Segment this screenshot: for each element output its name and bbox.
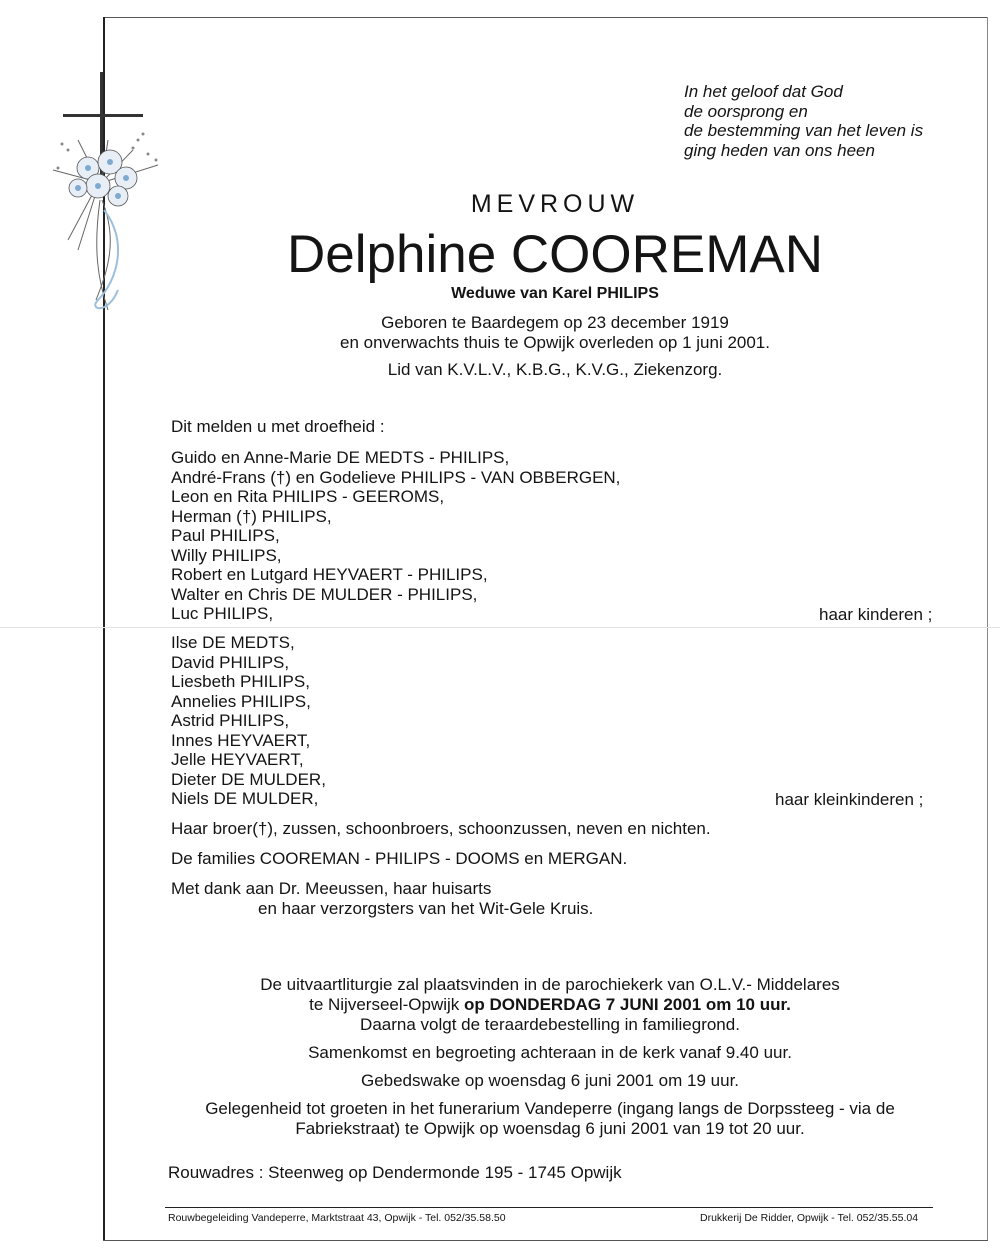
thanks-line-2: en haar verzorgsters van het Wit-Gele Kruis. xyxy=(258,899,594,918)
poem xyxy=(684,82,923,160)
list-item: Paul PHILIPS, xyxy=(171,526,280,545)
liturgy-place: te Nijverseel-Opwijk xyxy=(309,995,465,1014)
visiting-line-2: Fabriekstraat) te Opwijk op woensdag 6 juni 2001 van 19 tot 20 uur. xyxy=(295,1119,805,1138)
grandchildren-list xyxy=(171,633,326,809)
grandchildren-label: haar kleinkinderen ; xyxy=(775,790,924,809)
title-mevrouw: MEVROUW xyxy=(470,190,640,218)
children-list xyxy=(171,448,620,624)
death-line: en onverwachts thuis te Opwijk overleden op 1 juni 2001. xyxy=(340,333,770,352)
wake-line: Gebedswake op woensdag 6 juni 2001 om 19 uur. xyxy=(360,1071,740,1090)
list-item: Dieter DE MULDER, xyxy=(171,769,326,789)
footer-divider xyxy=(165,1207,933,1208)
list-item: Willy PHILIPS, xyxy=(171,545,282,565)
gathering-line: Samenkomst en begroeting achteraan in de kerk vanaf 9.40 uur. xyxy=(308,1043,792,1062)
deceased-name: Delphine COOREMAN xyxy=(286,225,824,284)
footer-printer: Drukkerij De Ridder, Opwijk - Tel. 052/35.55.04 xyxy=(700,1212,919,1224)
list-item: Robert en Lutgard HEYVAERT - PHILIPS, xyxy=(171,565,488,584)
visiting-info xyxy=(0,1099,1000,1139)
birth-death-info xyxy=(0,313,1000,353)
list-item: Guido en Anne-Marie DE MEDTS - PHILIPS, xyxy=(171,448,510,467)
poem-line: ging heden van ons heen xyxy=(684,140,875,160)
families-line: De families COOREMAN - PHILIPS - DOOMS en MERGAN. xyxy=(171,849,628,868)
intro-text: Dit melden u met droefheid : xyxy=(171,417,385,436)
poem-line: In het geloof dat God xyxy=(684,82,843,101)
poem-line: de oorsprong en xyxy=(684,101,808,121)
list-item: Leon en Rita PHILIPS - GEEROMS, xyxy=(171,487,445,506)
list-item: André-Frans (†) en Godelieve PHILIPS - VAN OBBERGEN, xyxy=(171,467,621,487)
liturgy-datetime: op DONDERDAG 7 JUNI 2001 om 10 uur. xyxy=(464,995,791,1014)
list-item: Astrid PHILIPS, xyxy=(171,711,290,730)
list-item: Ilse DE MEDTS, xyxy=(171,633,295,652)
visiting-line-1: Gelegenheid tot groeten in het funerarium Vandeperre (ingang langs de Dorpssteeg - via de xyxy=(205,1099,895,1118)
liturgy-line-2 xyxy=(0,995,1000,1015)
list-item: Luc PHILIPS, xyxy=(171,604,274,623)
list-item: Innes HEYVAERT, xyxy=(171,730,311,750)
list-item: Jelle HEYVAERT, xyxy=(171,750,304,769)
membership-line: Lid van K.V.L.V., K.B.G., K.V.G., Ziekenzorg. xyxy=(387,360,723,379)
siblings-line: Haar broer(†), zussen, schoonbroers, schoonzussen, neven en nichten. xyxy=(171,819,711,838)
list-item: Liesbeth PHILIPS, xyxy=(171,672,310,691)
liturgy-line-1: De uitvaartliturgie zal plaatsvinden in de parochiekerk van O.L.V.- Middelares xyxy=(260,975,840,994)
birth-line: Geboren te Baardegem op 23 december 1919 xyxy=(381,313,729,332)
liturgy-line-3: Daarna volgt de teraardebestelling in familiegrond. xyxy=(360,1015,740,1034)
footer-funeral-director: Rouwbegeleiding Vandeperre, Marktstraat 43, Opwijk - Tel. 052/35.58.50 xyxy=(168,1212,506,1224)
frame-top-border xyxy=(103,17,988,18)
list-item: Herman (†) PHILIPS, xyxy=(171,506,332,526)
paper-fold-line xyxy=(0,627,1000,628)
list-item: Walter en Chris DE MULDER - PHILIPS, xyxy=(171,584,478,604)
list-item: Niels DE MULDER, xyxy=(171,789,319,808)
children-label: haar kinderen ; xyxy=(819,605,933,624)
list-item: Annelies PHILIPS, xyxy=(171,691,311,711)
widow-line: Weduwe van Karel PHILIPS xyxy=(451,285,659,302)
frame-bottom-border xyxy=(103,1240,988,1241)
poem-line: de bestemming van het leven is xyxy=(684,121,924,140)
mourning-address: Rouwadres : Steenweg op Dendermonde 195 - 1745 Opwijk xyxy=(168,1163,622,1182)
list-item: David PHILIPS, xyxy=(171,652,290,672)
thanks-line-1: Met dank aan Dr. Meeussen, haar huisarts xyxy=(171,879,492,898)
liturgy-info xyxy=(0,975,1000,1035)
